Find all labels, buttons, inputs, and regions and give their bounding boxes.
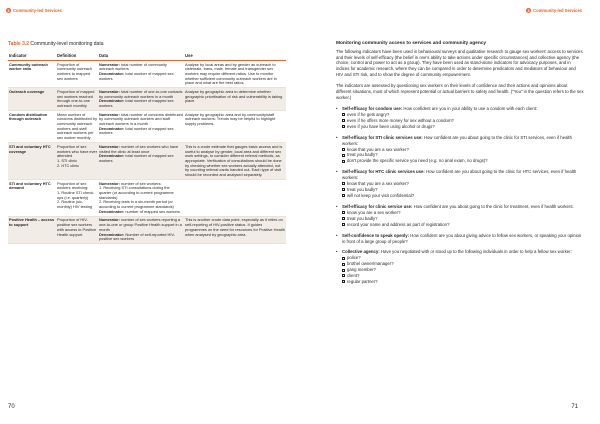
checkbox-icon [342,188,345,191]
checkbox-icon [342,160,345,163]
page-number: 71 [571,404,578,410]
data-cell [98,216,184,243]
column-header: Definition [56,52,98,61]
table-row [8,111,286,143]
table-row [8,88,286,111]
chapter-number-icon: 8 [527,8,530,13]
answer-option-text: know that you are a sex worker? [347,146,409,152]
data-label: Denominator: [99,70,125,76]
answer-option-text: know that you are a sex worker? [347,181,409,187]
question-text [336,249,584,255]
definition-cell [56,216,98,243]
paragraph: The following indicators have been used in behavioural surveys and qualitative research to gauge sex workers' access to services and their levels of self-efficacy (the belief in one's ability to take actions under specific circumstances) and collective agency (the choice, control and power to act as a group). They have been used as stand-alone indicators for advocacy purposes, and in indices for academic research, where they can be compared in order to determine predicators and mediators of behaviour and HIV and STI risk, and to show the degree of community empowerment. [336,48,583,78]
running-header-right [526,8,582,13]
data-label: Denominator: [99,125,125,131]
definition-item: 2. Routine (six-monthly) HIV testing [57,199,93,210]
checkbox-icon [342,263,345,266]
question-prompt: How confident are you about going to the clinic for STI services, even if health workers: [342,134,573,146]
question-item [336,233,584,245]
checkbox-icon [342,280,345,283]
answer-option-text: gang member? [347,267,376,273]
bullet-icon: • [336,232,338,238]
indicator-cell: STI and voluntary HTC demand [8,180,56,217]
answer-option-text: brothel owner/manager? [347,261,394,267]
question-label: Self-efficacy for HTC clinic services use: [342,169,425,175]
use-cell: Analyse by local areas and by gender as outreach to cisfemale, trans, male, female and transgender sex workers may require different ratios. Use to monitor whether sufficient community outreach workers are in place and what are the best ratios. [184,61,286,88]
answer-option [336,222,584,228]
table-header-row [8,52,286,61]
question-item [336,135,584,165]
definition-text: Proportion of HIV-positive sex workers with access to Positive Health support [57,217,97,237]
running-header-title: Community-led Services [13,8,62,13]
use-cell: Analyse by geographic area to determine whether geographic prioritisation of risk and vulnerability is taking place. [184,88,286,111]
question-label: Self-efficacy for condom use: [342,105,403,111]
checkbox-icon [342,269,345,272]
definition-cell [56,180,98,217]
paragraph: The indicators are assessed by questioning sex workers on their levels of confidence and their actions and opinions about different situations, most of which represent potential or actual barriers to safety and health. ("You" in the question refers to the sex worker.) [336,83,584,101]
answer-option [336,193,584,199]
answer-option-text: regular partner? [347,279,378,285]
definition-cell [56,111,98,143]
indicator-cell: Outreach coverage [8,88,56,111]
table-caption [8,41,104,47]
definition-item: 1. Routine STI check-ups (i.e. quarterly) [57,190,95,200]
data-line [99,210,183,215]
page-number: 70 [8,404,15,410]
bullet-icon: • [336,203,338,209]
right-page [300,0,600,424]
data-label: Numerator: [99,180,120,186]
answer-option-text: don't provide the specific service you need (e.g. no anal exam, no drugs)? [347,158,488,164]
checkbox-icon [342,217,345,220]
data-text: number of sex workers: [119,180,162,186]
definition-cell [56,143,98,180]
data-cell [98,88,184,111]
data-text: total number of community outreach workers [99,61,167,72]
bullet-icon: • [336,134,338,140]
checkbox-icon [342,125,345,128]
data-label: Denominator: [99,98,125,104]
answer-option-text: even if he offers more money for sex without a condom? [347,117,454,123]
answer-option-text: will not keep your visit confidential? [347,192,415,198]
checkbox-icon [342,113,345,116]
data-item: 2. Receiving tests in a six-month period (or according to current programme standards) [99,199,174,210]
data-text: total number of condoms distributed by community outreach workers and staff outreach workers in a month [99,111,183,127]
definition-item: 1. STI clinic [57,157,78,163]
question-item [336,169,584,199]
table-row [8,143,286,180]
column-header: Data [98,52,184,61]
data-line [99,127,183,136]
data-text: number of mapped sex workers [124,208,180,214]
table-row [8,180,286,217]
data-text: total number of mapped sex workers [99,125,174,136]
use-cell: This is another crude data point, especially as it relies on self-reporting of HIV-positive status. It guides programmes on the need for resources for Positive Health when analysed by geographic area. [184,216,286,243]
data-line [99,233,183,242]
data-cell [98,111,184,143]
definition-item: 2. HTC clinic [57,162,80,168]
running-header-left [6,8,62,13]
use-cell [184,180,286,217]
answer-option [336,279,584,285]
use-cell: Analyse by geographic area and by community/staff outreach workers. Trends may be helpful to highlight supply problems. [184,111,286,143]
checkbox-icon [342,194,345,197]
bullet-icon: • [336,249,338,255]
bullet-icon: • [336,105,338,111]
question-prompt: Have you negotiated with or stood up to the following individuals in order to help a fellow sex worker: [379,249,572,255]
question-text [336,233,584,245]
running-header-title: Community-led Services [533,8,582,13]
data-label: Numerator: [99,111,120,117]
data-text: total number of mapped sex workers [99,70,174,81]
answer-option-text: record your name and address as part of registration? [347,221,450,227]
column-header: Indicator [8,52,56,61]
data-text: total number of one-to-one contacts by community outreach workers in a month [99,88,183,99]
checkbox-icon [342,182,345,185]
question-list [336,106,584,285]
question-label: Self-efficacy for clinic service use: [342,203,413,209]
section-heading: Monitoring community access to services and community agency [336,41,487,46]
data-label: Numerator: [99,217,120,223]
definition-text: Proportion of sex workers who have ever attended [57,143,98,159]
answer-option-text: police? [347,255,361,261]
checkbox-icon [342,119,345,122]
chapter-number-icon: 8 [7,8,10,13]
answer-option-text: treat you badly? [347,152,378,158]
data-line [99,154,183,163]
question-label: Collective agency: [342,249,380,255]
checkbox-icon [342,148,345,151]
data-cell [98,61,184,88]
question-item [336,249,584,285]
table-label: Table 3.2 [8,41,30,47]
data-text: number of sex workers reporting a one-to-one or group Positive Health support in a month [99,217,182,232]
definition-cell [56,61,98,88]
data-label: Numerator: [99,61,120,67]
question-text [336,135,584,147]
indicator-cell: STI and voluntary HTC coverage [8,143,56,180]
body-text [336,41,584,290]
data-text: total number of mapped sex workers [99,153,174,163]
data-label: Numerator: [99,143,120,149]
data-cell [98,180,184,217]
indicator-cell: Positive Health – access to support [8,216,56,243]
bullet-icon: • [336,169,338,175]
question-prompt: How confident are you about giving advice to fellow sex workers, or speaking your opinion in front of a large group of people? [342,232,582,244]
data-label: Denominator: [99,153,125,159]
indicator-cell: Condom distribution through outreach [8,111,56,143]
definition-text: Mean number of condoms distributed by community outreach workers and staff outreach workers per sex worker monthly [57,111,98,141]
question-prompt: How confident are you in your ability to use a condom with each client: [402,105,538,111]
question-prompt: How confident are you about going to the clinic for HTC services, even if health workers: [342,169,577,181]
monitoring-table [8,52,286,244]
answer-option-text: even if he gets angry? [347,111,390,117]
question-body [342,249,572,255]
question-item [336,106,584,130]
answer-option-text: treat you badly? [347,215,378,221]
indicator-cell: Community outreach worker ratio [8,61,56,88]
checkbox-icon [342,211,345,214]
checkbox-icon [342,257,345,260]
data-text: number of sex workers who have visited the clinic at least once [99,143,179,154]
definition-text: Proportion of sex workers receiving: [57,180,89,191]
definition-cell [56,88,98,111]
data-text: Number of self-reported HIV-positive sex workers [99,231,176,242]
checkbox-icon [342,223,345,226]
data-label: Denominator: [99,208,125,214]
answer-option-text: client? [347,273,360,279]
answer-option [336,158,584,164]
question-prompt: How confident are you about going to the clinic for treatment, even if health workers: [412,203,574,209]
answer-option-text: know you are a sex worker? [347,209,401,215]
question-body [342,135,584,147]
data-cell [98,143,184,180]
answer-option-text: even if you have been using alcohol or drugs? [347,123,435,129]
question-body [342,233,584,245]
data-line [99,113,183,127]
data-line [99,72,183,81]
data-label: Denominator: [99,231,125,237]
data-text: total number of mapped sex workers [99,98,174,109]
checkbox-icon [342,274,345,277]
table-row [8,216,286,243]
data-item: 1. Receiving STI consultations during the quarter (or according to current programme standards) [99,185,174,200]
definition-text: Proportion of mapped sex workers reached through one-to-one outreach monthly [57,88,95,109]
question-label: Self-confidence to speak openly: [342,232,410,238]
table-row [8,61,286,88]
data-label: Numerator: [99,88,120,94]
answer-option-text: treat you badly? [347,187,378,193]
question-body [342,169,584,181]
table-title: Community-level monitoring data [29,41,104,47]
answer-option [336,124,584,130]
checkbox-icon [342,154,345,157]
question-item [336,204,584,228]
data-line [99,99,183,108]
question-text [336,169,584,181]
data-line [99,218,183,232]
use-cell: This is a crude estimate that gauges basic access and is useful to analyse by gender, local area and different sex work settings, to consider different referral methods, as appropriate. Verification of consultations should be done by checking whether sex workers actually attended, not by counting referral cards handed out. Each type of visit should be recorded and analysed separately. [184,143,286,180]
definition-text: Proportion of community outreach workers to mapped sex workers [57,61,93,81]
column-header: Use [184,52,286,61]
question-label: Self-efficacy for STI clinic services use: [342,134,423,140]
